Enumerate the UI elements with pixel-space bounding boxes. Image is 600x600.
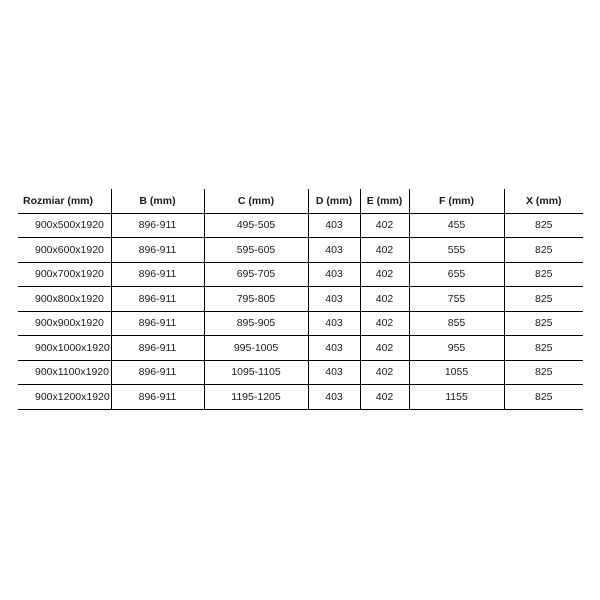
cell-f: 655 bbox=[409, 262, 504, 287]
cell-size: 900x700x1920 bbox=[18, 262, 111, 287]
cell-d: 403 bbox=[308, 213, 360, 238]
cell-x: 825 bbox=[504, 213, 583, 238]
cell-f: 455 bbox=[409, 213, 504, 238]
cell-x: 825 bbox=[504, 238, 583, 263]
cell-b: 896-911 bbox=[111, 336, 204, 361]
cell-size: 900x1100x1920 bbox=[18, 360, 111, 385]
table-row bbox=[18, 287, 583, 312]
cell-c: 795-805 bbox=[204, 287, 308, 312]
cell-size: 900x1000x1920 bbox=[18, 336, 111, 361]
cell-size: 900x500x1920 bbox=[18, 213, 111, 238]
header-d: D (mm) bbox=[308, 189, 360, 213]
cell-e: 402 bbox=[360, 336, 409, 361]
cell-c: 495-505 bbox=[204, 213, 308, 238]
cell-x: 825 bbox=[504, 360, 583, 385]
cell-e: 402 bbox=[360, 213, 409, 238]
cell-b: 896-911 bbox=[111, 360, 204, 385]
cell-d: 403 bbox=[308, 311, 360, 336]
cell-f: 555 bbox=[409, 238, 504, 263]
cell-x: 825 bbox=[504, 287, 583, 312]
cell-d: 403 bbox=[308, 336, 360, 361]
header-size: Rozmiar (mm) bbox=[18, 189, 111, 213]
cell-b: 896-911 bbox=[111, 262, 204, 287]
cell-d: 403 bbox=[308, 360, 360, 385]
table-row bbox=[18, 385, 583, 410]
cell-c: 695-705 bbox=[204, 262, 308, 287]
cell-e: 402 bbox=[360, 238, 409, 263]
table-row bbox=[18, 238, 583, 263]
cell-b: 896-911 bbox=[111, 311, 204, 336]
cell-f: 755 bbox=[409, 287, 504, 312]
cell-e: 402 bbox=[360, 385, 409, 410]
cell-c: 995-1005 bbox=[204, 336, 308, 361]
cell-size: 900x600x1920 bbox=[18, 238, 111, 263]
cell-x: 825 bbox=[504, 385, 583, 410]
cell-d: 403 bbox=[308, 238, 360, 263]
cell-e: 402 bbox=[360, 360, 409, 385]
cell-x: 825 bbox=[504, 262, 583, 287]
cell-x: 825 bbox=[504, 311, 583, 336]
header-x: X (mm) bbox=[504, 189, 583, 213]
cell-f: 955 bbox=[409, 336, 504, 361]
header-e: E (mm) bbox=[360, 189, 409, 213]
table-row bbox=[18, 311, 583, 336]
header-f: F (mm) bbox=[409, 189, 504, 213]
header-b: B (mm) bbox=[111, 189, 204, 213]
cell-size: 900x900x1920 bbox=[18, 311, 111, 336]
cell-d: 403 bbox=[308, 287, 360, 312]
table-row bbox=[18, 360, 583, 385]
table-row bbox=[18, 262, 583, 287]
cell-b: 896-911 bbox=[111, 385, 204, 410]
cell-size: 900x800x1920 bbox=[18, 287, 111, 312]
cell-d: 403 bbox=[308, 262, 360, 287]
cell-e: 402 bbox=[360, 287, 409, 312]
table-header-row bbox=[18, 189, 583, 213]
cell-c: 1095-1105 bbox=[204, 360, 308, 385]
header-c: C (mm) bbox=[204, 189, 308, 213]
cell-f: 1055 bbox=[409, 360, 504, 385]
cell-e: 402 bbox=[360, 311, 409, 336]
dimensions-table bbox=[18, 189, 583, 410]
cell-d: 403 bbox=[308, 385, 360, 410]
cell-c: 895-905 bbox=[204, 311, 308, 336]
cell-f: 855 bbox=[409, 311, 504, 336]
cell-f: 1155 bbox=[409, 385, 504, 410]
dimensions-table-container bbox=[18, 189, 583, 410]
table-row bbox=[18, 213, 583, 238]
cell-x: 825 bbox=[504, 336, 583, 361]
cell-c: 595-605 bbox=[204, 238, 308, 263]
table-row bbox=[18, 336, 583, 361]
cell-b: 896-911 bbox=[111, 213, 204, 238]
cell-c: 1195-1205 bbox=[204, 385, 308, 410]
cell-b: 896-911 bbox=[111, 287, 204, 312]
cell-e: 402 bbox=[360, 262, 409, 287]
cell-b: 896-911 bbox=[111, 238, 204, 263]
cell-size: 900x1200x1920 bbox=[18, 385, 111, 410]
